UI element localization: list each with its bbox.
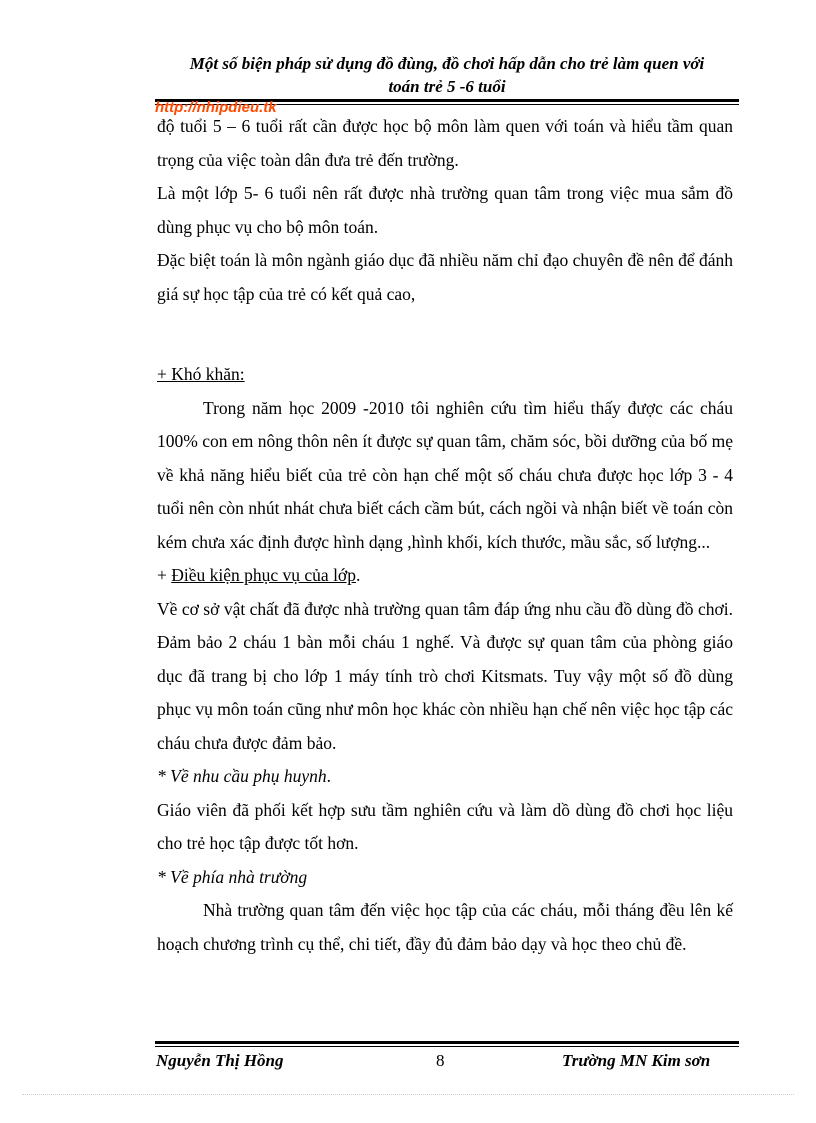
heading-phu-huynh-suffix: .: [326, 766, 331, 786]
footer-author: Nguyễn Thị Hồng: [156, 1051, 284, 1070]
heading-dieu-kien-prefix: +: [157, 565, 172, 585]
page-bottom-divider: [22, 1094, 794, 1095]
heading-phu-huynh: [157, 760, 733, 794]
document-header-title: [150, 52, 744, 98]
page-number: 8: [436, 1051, 445, 1070]
paragraph-4: Trong năm học 2009 -2010 tôi nghiên cứu tìm hiểu thấy được các cháu 100% con em nông thôn nên ít được sự quan tâm, chăm sóc, bồi dưỡng của bố mẹ về khả năng hiểu biết của trẻ còn hạn chế một số cháu chưa được học lớp 3 - 4 tuổi nên còn nhút nhát chưa biết cách cầm bút, cách ngồi và nhận biết về toán còn kém chưa xác định được hình dạng ,hình khối, kích thước, mầu sắc, số lượng...: [157, 397, 733, 552]
document-body: [157, 110, 733, 961]
blank-line: [157, 311, 733, 358]
heading-dieu-kien-text: Điều kiện phục vụ của lớp: [171, 565, 356, 585]
paragraph-2: Là một lớp 5- 6 tuổi nên rất được nhà trường quan tâm trong việc mua sắm đồ dùng phục vụ cho bộ môn toán.: [157, 183, 733, 237]
heading-dieu-kien: [157, 559, 733, 593]
heading-nha-truong: * Về phía nhà trường: [157, 866, 308, 887]
heading-kho-khan-text: + Khó khăn:: [157, 364, 245, 384]
footer-school: Trường MN Kim sơn: [562, 1051, 711, 1070]
footer-rule-thick: [155, 1041, 739, 1044]
header-title-line-1: Một số biện pháp sử dụng đồ đùng, đồ chơi hấp dẫn cho trẻ làm quen với: [189, 54, 705, 73]
heading-kho-khan: [157, 358, 733, 392]
paragraph-7: Nhà trường quan tâm đến việc học tập của các cháu, mỗi tháng đều lên kế hoạch chương trình cụ thể, chi tiết, đầy đủ đảm bảo dạy và học theo chủ đề.: [157, 900, 733, 954]
paragraph-5: Về cơ sở vật chất đã được nhà trường quan tâm đáp ứng nhu cầu đồ dùng đồ chơi. Đảm bảo 2 cháu 1 bàn mỗi cháu 1 nghế. Và được sự quan tâm của phòng giáo dục đã trang bị cho lớp 1 máy tính trò chơi Kitsmats. Tuy vậy một số đồ dùng phục vụ môn toán cũng như môn học khác còn nhiều hạn chế nên việc học tập các cháu chưa được đảm bảo.: [157, 598, 733, 753]
heading-dieu-kien-suffix: .: [355, 565, 361, 585]
paragraph-3: Đặc biệt toán là môn ngành giáo dục đã nhiều năm chỉ đạo chuyên đề nên để đánh giá sự học tập của trẻ có kết quả cao,: [157, 250, 733, 304]
paragraph-1: độ tuổi 5 – 6 tuổi rất cần được học bộ môn làm quen với toán và hiểu tầm quan trọng của việc toàn dân đưa trẻ đến trường.: [157, 116, 733, 170]
watermark-link[interactable]: http://nhipdieu.tk: [155, 99, 277, 116]
heading-phu-huynh-text: * Về nhu cầu phụ huynh: [157, 766, 327, 786]
header-title-line-2: toán trẻ 5 -6 tuổi: [388, 77, 506, 96]
footer-rule-thin: [155, 1046, 739, 1047]
paragraph-6: Giáo viên đã phối kết hợp sưu tầm nghiên cứu và làm dồ dùng đồ chơi học liệu cho trẻ học tập được tốt hơn.: [157, 799, 733, 853]
